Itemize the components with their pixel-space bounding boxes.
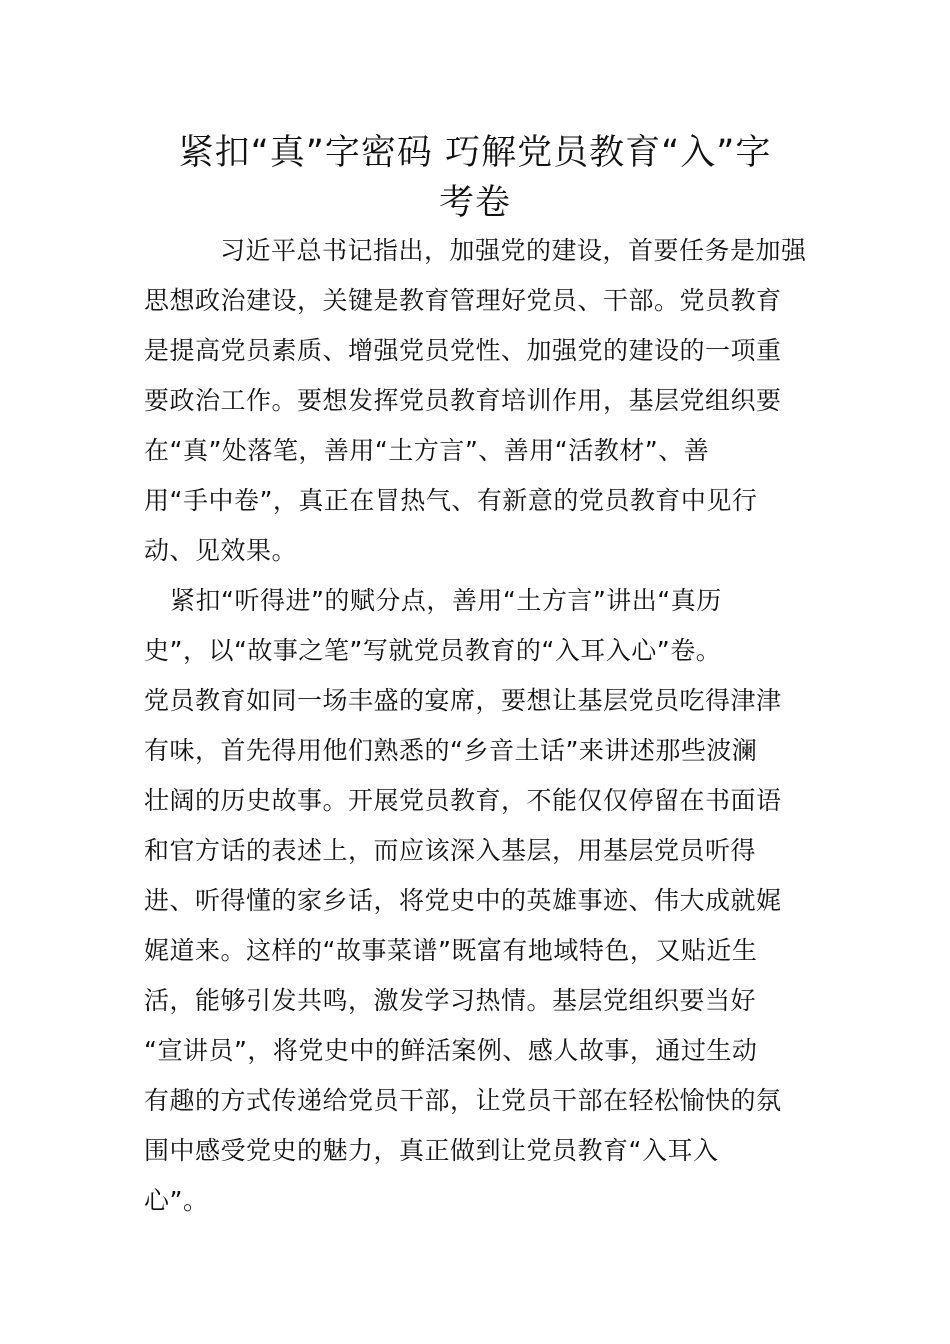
body-line: 壮阔的历史故事。开展党员教育，不能仅仅停留在书面语 xyxy=(144,786,782,815)
body-line: 史”，以“故事之笔”写就党员教育的“入耳入心”卷。 xyxy=(144,636,722,665)
body-line: 活，能够引发共鸣，激发学习热情。基层党组织要当好 xyxy=(144,986,757,1015)
document-title-line-2: 考卷 xyxy=(438,183,511,223)
body-line: 心”。 xyxy=(144,1186,209,1215)
body-line: 围中感受党史的魅力，真正做到让党员教育“入耳入 xyxy=(144,1136,719,1165)
body-line: 是提高党员素质、增强党员党性、加强党的建设的一项重 xyxy=(144,336,782,365)
body-line: 用“手中卷”，真正在冒热气、有新意的党员教育中见行 xyxy=(144,486,758,515)
body-line: 紧扣“听得进”的赋分点，善用“土方言”讲出“真历 xyxy=(170,586,722,615)
body-line: 动、见效果。 xyxy=(144,536,298,565)
body-line: 娓道来。这样的“故事菜谱”既富有地域特色，又贴近生 xyxy=(144,936,758,965)
document-title-line-1: 紧扣“真”字密码 巧解党员教育“入”字 xyxy=(178,133,772,173)
body-line: 思想政治建设，关键是教育管理好党员、干部。党员教育 xyxy=(144,286,782,315)
body-line: 习近平总书记指出，加强党的建设，首要任务是加强 xyxy=(220,236,807,265)
body-line: 党员教育如同一场丰盛的宴席，要想让基层党员吃得津津 xyxy=(144,686,782,715)
body-line: 进、听得懂的家乡话，将党史中的英雄事迹、伟大成就娓 xyxy=(144,886,782,915)
body-line: 和官方话的表述上，而应该深入基层，用基层党员听得 xyxy=(144,836,757,865)
body-line: 有味，首先得用他们熟悉的“乡音土话”来讲述那些波澜 xyxy=(144,736,758,765)
body-line: 有趣的方式传递给党员干部，让党员干部在轻松愉快的氛 xyxy=(144,1086,782,1115)
body-line: 要政治工作。要想发挥党员教育培训作用，基层党组织要 xyxy=(144,386,782,415)
body-line: “宣讲员”，将党史中的鲜活案例、感人故事，通过生动 xyxy=(144,1036,758,1065)
body-line: 在“真”处落笔，善用“土方言”、善用“活教材”、善 xyxy=(144,436,710,465)
